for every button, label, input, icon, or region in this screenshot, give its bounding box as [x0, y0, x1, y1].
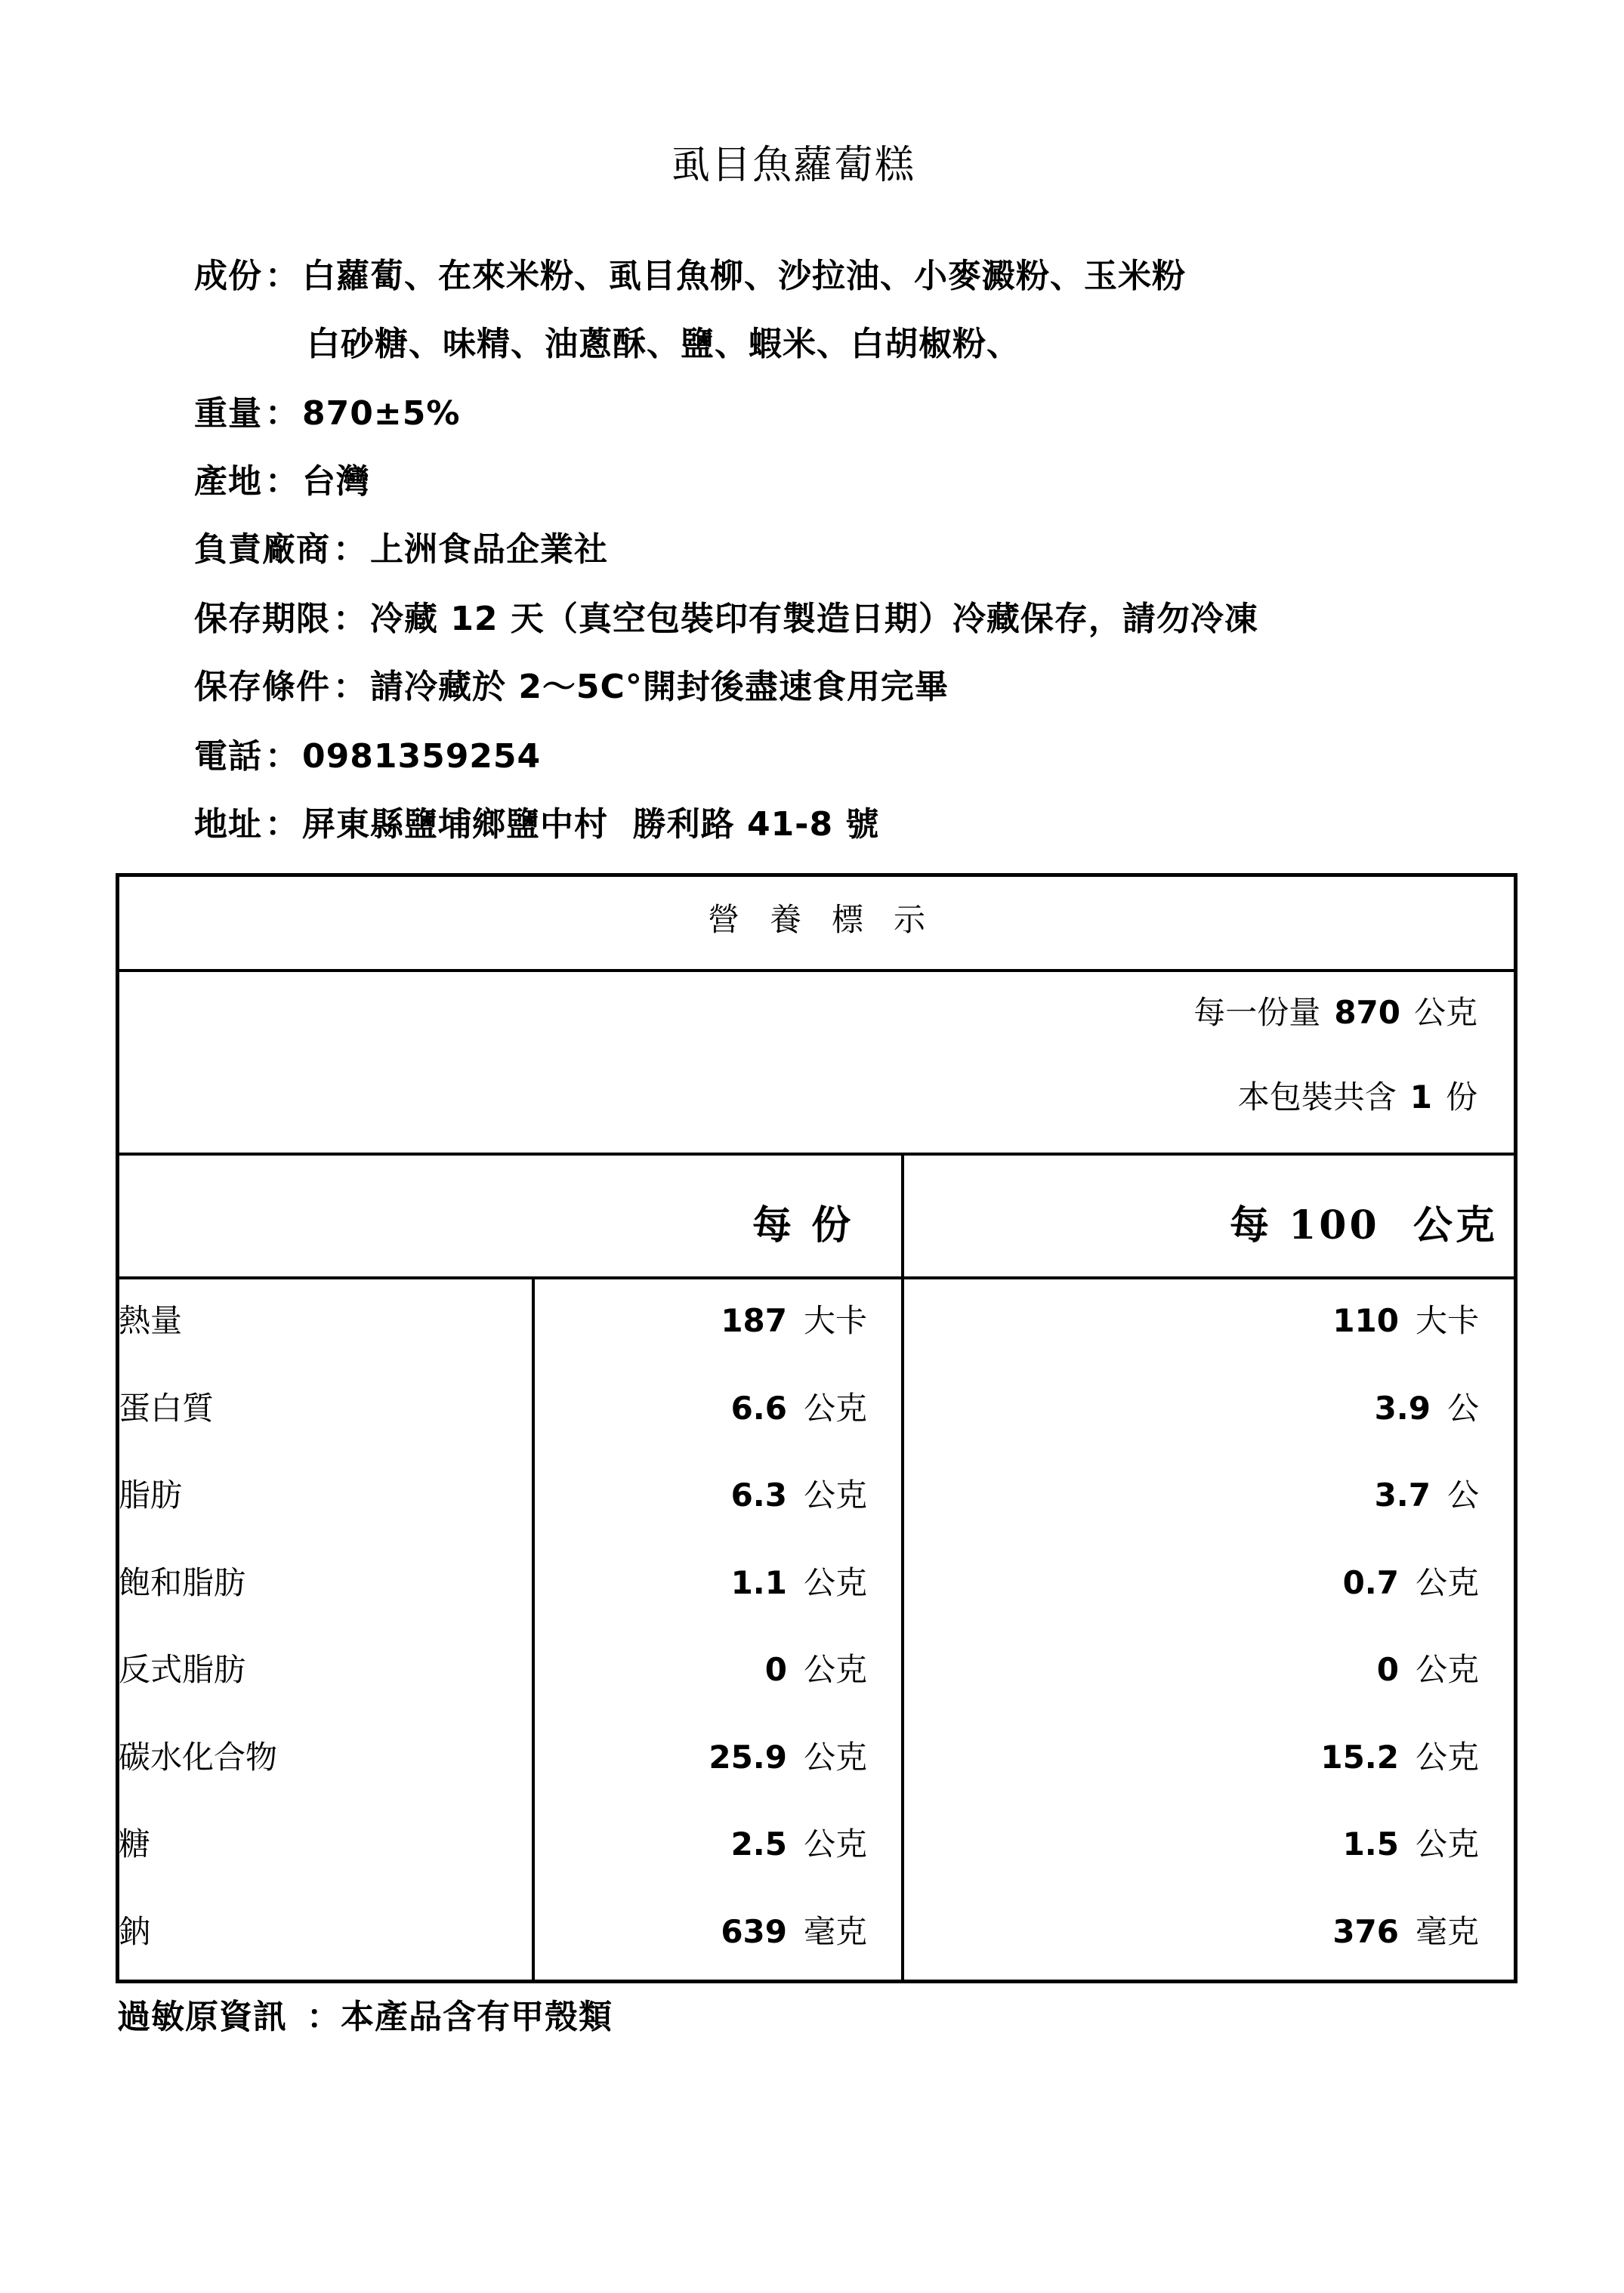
nutrient-per-serving — [721, 1907, 867, 1952]
nutrient-per-100g-value: 376 — [1332, 1913, 1399, 1950]
nutrient-per-serving-value: 6.6 — [730, 1390, 787, 1427]
storage-value: 請冷藏於 2～5C°開封後盡速食用完畢 — [370, 668, 949, 706]
nutrient-per-100g — [1332, 1907, 1479, 1952]
nutrient-per-serving — [731, 1471, 867, 1516]
table-divider-header — [116, 969, 1517, 972]
ingredients-line — [194, 254, 1186, 299]
nutrient-per-serving-unit: 公克 — [803, 1477, 867, 1514]
servings-line — [1238, 1072, 1477, 1118]
nutrient-per-serving-value: 639 — [721, 1913, 787, 1950]
nutrient-per-100g — [1377, 1645, 1479, 1690]
shelf-life-line — [194, 597, 1258, 642]
nutrient-per-serving — [709, 1733, 867, 1778]
storage-separator: ： — [333, 668, 367, 706]
nutrient-per-100g-unit: 公克 — [1415, 1739, 1479, 1776]
nutrient-per-serving-unit: 毫克 — [803, 1913, 867, 1950]
manufacturer-value: 上洲食品企業社 — [370, 530, 608, 569]
phone-line — [194, 734, 541, 779]
ingredients-line-2 — [307, 322, 1020, 367]
nutrient-per-100g — [1332, 1296, 1479, 1341]
nutrient-per-serving-unit: 大卡 — [803, 1302, 867, 1339]
nutrient-per-serving — [765, 1645, 867, 1690]
phone-separator: ： — [265, 737, 299, 776]
page-title: 虱目魚蘿蔔糕 — [670, 143, 915, 188]
ingredients-value-1: 白蘿蔔、在來米粉、虱目魚柳、沙拉油、小麥澱粉、玉米粉 — [302, 257, 1186, 295]
nutrient-per-serving-value: 2.5 — [730, 1825, 787, 1862]
servings-unit: 份 — [1445, 1079, 1477, 1116]
nutrient-per-serving — [721, 1296, 867, 1341]
weight-separator: ： — [265, 394, 299, 433]
nutrient-per-serving — [731, 1819, 867, 1865]
allergen-label: 過敏原資訊 — [117, 1998, 287, 2036]
nutrient-per-serving-unit: 公克 — [803, 1390, 867, 1427]
nutrient-per-serving — [731, 1558, 867, 1603]
nutrient-per-100g-unit: 毫克 — [1415, 1913, 1479, 1950]
nutrient-name: 糖 — [119, 1825, 151, 1862]
nutrient-per-serving-unit: 公克 — [803, 1825, 867, 1862]
nutrient-per-100g — [1343, 1819, 1479, 1865]
shelf-life-separator: ： — [333, 600, 367, 638]
table-divider-columns — [116, 1276, 1517, 1279]
nutrient-name: 碳水化合物 — [119, 1739, 278, 1776]
ingredients-label: 成份 — [194, 257, 262, 295]
weight-line — [194, 391, 460, 437]
nutrient-per-100g-value: 3.7 — [1374, 1477, 1431, 1514]
ingredients-value-2: 白砂糖、味精、油蔥酥、鹽、蝦米、白胡椒粉、 — [307, 325, 1020, 363]
allergen-separator: ： — [307, 1998, 341, 2036]
nutrient-name: 蛋白質 — [119, 1390, 215, 1427]
column-header-per-100g: 每 100 公克 — [1230, 1202, 1498, 1248]
nutrient-per-serving-value: 0 — [764, 1651, 787, 1688]
per-serving-prefix: 每一份量 — [1193, 994, 1321, 1031]
nutrient-per-100g-unit: 公克 — [1415, 1825, 1479, 1862]
table-divider-col-left — [532, 1278, 535, 1983]
nutrient-per-100g-value: 3.9 — [1374, 1390, 1431, 1427]
origin-line — [194, 459, 370, 505]
address-separator: ： — [265, 805, 299, 844]
address-line — [194, 802, 879, 847]
address-value: 屏東縣鹽埔鄉鹽中村 勝利路 41-8 號 — [302, 805, 880, 844]
manufacturer-label: 負責廠商 — [194, 530, 330, 569]
nutrient-per-100g — [1320, 1733, 1479, 1778]
ingredients-separator: ： — [265, 257, 299, 295]
nutrient-per-serving — [731, 1384, 867, 1429]
nutrient-per-100g-value: 1.5 — [1342, 1825, 1399, 1862]
nutrient-per-100g-unit: 公 — [1446, 1390, 1479, 1427]
origin-label: 產地 — [194, 462, 262, 501]
nutrient-per-serving-unit: 公克 — [803, 1564, 867, 1601]
table-divider-serving — [116, 1153, 1517, 1156]
nutrition-heading: 營養標示 — [707, 901, 956, 938]
shelf-life-label: 保存期限 — [194, 600, 330, 638]
nutrient-per-100g-unit: 公 — [1446, 1477, 1479, 1514]
nutrient-name: 鈉 — [119, 1913, 151, 1950]
nutrient-per-100g-unit: 大卡 — [1415, 1302, 1479, 1339]
nutrient-per-serving-unit: 公克 — [803, 1739, 867, 1776]
allergen-line — [117, 1989, 613, 2038]
nutrient-per-100g-unit: 公克 — [1415, 1564, 1479, 1601]
nutrient-per-100g-unit: 公克 — [1415, 1651, 1479, 1688]
nutrient-name: 反式脂肪 — [119, 1651, 246, 1688]
per-serving-line — [1193, 988, 1477, 1033]
origin-separator: ： — [265, 462, 299, 501]
nutrient-per-serving-value: 25.9 — [709, 1739, 787, 1776]
column-header-per-serving: 每 份 — [752, 1202, 854, 1248]
servings-count: 1 — [1409, 1079, 1432, 1116]
phone-value: 0981359254 — [302, 737, 542, 776]
origin-value: 台灣 — [302, 462, 370, 501]
nutrient-per-100g-value: 0.7 — [1342, 1564, 1399, 1601]
storage-line — [194, 665, 949, 710]
nutrient-per-100g — [1375, 1384, 1479, 1429]
nutrient-per-serving-value: 1.1 — [730, 1564, 787, 1601]
weight-value: 870±5% — [302, 394, 461, 433]
allergen-value: 本產品含有甲殼類 — [341, 1998, 613, 2036]
manufacturer-line — [194, 527, 608, 572]
shelf-life-value: 冷藏 12 天（真空包裝印有製造日期）冷藏保存，請勿冷凍 — [370, 600, 1258, 638]
nutrient-name: 熱量 — [119, 1302, 183, 1339]
table-divider-col-right — [901, 1154, 904, 1983]
servings-prefix: 本包裝共含 — [1237, 1079, 1397, 1116]
nutrient-per-100g-value: 0 — [1376, 1651, 1399, 1688]
per-serving-amount: 870 — [1334, 994, 1400, 1031]
per-serving-unit: 公克 — [1413, 994, 1477, 1031]
nutrient-per-100g-value: 110 — [1332, 1302, 1399, 1339]
nutrient-per-serving-value: 187 — [721, 1302, 787, 1339]
phone-label: 電話 — [194, 737, 262, 776]
nutrient-per-100g — [1343, 1558, 1479, 1603]
nutrient-name: 脂肪 — [119, 1477, 183, 1514]
nutrient-per-100g — [1375, 1471, 1479, 1516]
nutrient-name: 飽和脂肪 — [119, 1564, 246, 1601]
nutrient-per-serving-value: 6.3 — [730, 1477, 787, 1514]
weight-label: 重量 — [194, 394, 262, 433]
nutrient-per-serving-unit: 公克 — [803, 1651, 867, 1688]
address-label: 地址 — [194, 805, 262, 844]
storage-label: 保存條件 — [194, 668, 330, 706]
manufacturer-separator: ： — [333, 530, 367, 569]
nutrient-per-100g-value: 15.2 — [1320, 1739, 1399, 1776]
